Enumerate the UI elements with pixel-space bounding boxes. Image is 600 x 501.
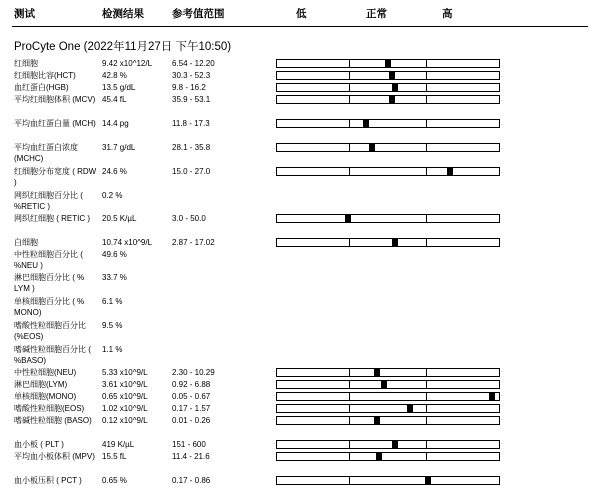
test-name: 平均红细胞体积 (MCV) xyxy=(14,95,96,104)
gauge-low-divider xyxy=(349,96,350,103)
gauge-marker xyxy=(447,167,453,176)
gauge-marker xyxy=(407,404,413,413)
header-test: 测试 xyxy=(14,8,35,20)
gauge-high-divider xyxy=(426,120,427,127)
test-name: 淋巴细胞百分比 ( % LYM ) xyxy=(14,273,85,293)
table-row xyxy=(0,213,600,235)
range-gauge xyxy=(276,476,500,485)
gauge-low-divider xyxy=(349,381,350,388)
gauge-low-divider xyxy=(349,369,350,376)
test-result: 419 K/µL xyxy=(102,440,135,449)
header-result: 检测结果 xyxy=(102,8,144,20)
test-name: 中性粒细胞(NEU) xyxy=(14,368,77,377)
test-name: 中性粒细胞百分比 ( %NEU ) xyxy=(14,250,83,270)
table-row xyxy=(0,142,600,164)
gauge-low-divider xyxy=(349,144,350,151)
reference-range: 0.05 - 0.67 xyxy=(172,392,211,401)
header-reference: 参考值范围 xyxy=(172,8,225,20)
table-row xyxy=(0,166,600,188)
range-gauge xyxy=(276,59,500,68)
reference-range: 0.92 - 6.88 xyxy=(172,380,211,389)
gauge-high-divider xyxy=(426,405,427,412)
test-name: 嗜碱性粒细胞 (BASO) xyxy=(14,416,92,425)
reference-range: 0.17 - 1.57 xyxy=(172,404,211,413)
test-result: 1.1 % xyxy=(102,345,123,354)
test-name: 红细胞比容(HCT) xyxy=(14,71,76,80)
gauge-low-divider xyxy=(349,393,350,400)
test-name: 血小板压积 ( PCT ) xyxy=(14,476,82,485)
reference-range: 30.3 - 52.3 xyxy=(172,71,211,80)
gauge-low-divider xyxy=(349,405,350,412)
test-name: 嗜碱性粒细胞百分比 ( %BASO) xyxy=(14,345,91,365)
range-gauge xyxy=(276,119,500,128)
test-result: 49.6 % xyxy=(102,250,127,259)
table-row xyxy=(0,415,600,437)
gauge-low-divider xyxy=(349,417,350,424)
gauge-marker xyxy=(369,143,375,152)
report-header xyxy=(0,6,600,26)
gauge-high-divider xyxy=(426,215,427,222)
reference-range: 2.30 - 10.29 xyxy=(172,368,215,377)
gauge-marker xyxy=(389,71,395,80)
gauge-marker xyxy=(363,119,369,128)
reference-range: 2.87 - 17.02 xyxy=(172,238,215,247)
header-normal: 正常 xyxy=(366,8,387,20)
gauge-high-divider xyxy=(426,417,427,424)
test-result: 0.65 % xyxy=(102,476,127,485)
table-row xyxy=(0,237,600,248)
test-name: 红细胞分布宽度 ( RDW ) xyxy=(14,167,97,187)
range-gauge xyxy=(276,238,500,247)
report-title: ProCyte One (2022年11月27日 下午10:50) xyxy=(14,41,232,53)
gauge-high-divider xyxy=(426,96,427,103)
gauge-marker xyxy=(345,214,351,223)
test-name: 平均血红蛋白量 (MCH) xyxy=(14,119,96,128)
test-result: 14.4 pg xyxy=(102,119,129,128)
reference-range: 11.8 - 17.3 xyxy=(172,119,210,128)
table-row xyxy=(0,296,600,318)
gauge-low-divider xyxy=(349,441,350,448)
range-gauge xyxy=(276,83,500,92)
gauge-marker xyxy=(381,380,387,389)
test-result: 31.7 g/dL xyxy=(102,143,136,152)
test-result: 9.5 % xyxy=(102,321,123,330)
test-result: 0.2 % xyxy=(102,191,123,200)
range-gauge xyxy=(276,404,500,413)
range-gauge xyxy=(276,214,500,223)
table-row xyxy=(0,439,600,450)
test-name: 单核细胞(MONO) xyxy=(14,392,77,401)
range-gauge xyxy=(276,440,500,449)
test-result: 42.8 % xyxy=(102,71,127,80)
test-name: 网织红细胞百分比 ( %RETIC ) xyxy=(14,191,83,211)
gauge-high-divider xyxy=(426,72,427,79)
table-row xyxy=(0,475,600,486)
range-gauge xyxy=(276,452,500,461)
table-row xyxy=(0,118,600,140)
gauge-marker xyxy=(385,59,391,68)
range-gauge xyxy=(276,392,500,401)
test-result: 10.74 x10^9/L xyxy=(102,238,153,247)
test-name: 平均血红蛋白浓度 (MCHC) xyxy=(14,143,78,163)
gauge-marker xyxy=(392,440,398,449)
test-name: 平均血小板体积 (MPV) xyxy=(14,452,95,461)
test-result: 33.7 % xyxy=(102,273,127,282)
reference-range: 28.1 - 35.8 xyxy=(172,143,211,152)
table-row xyxy=(0,82,600,93)
reference-range: 15.0 - 27.0 xyxy=(172,167,211,176)
header-high: 高 xyxy=(442,8,453,20)
gauge-marker xyxy=(392,238,398,247)
test-result: 45.4 fL xyxy=(102,95,127,104)
gauge-marker xyxy=(374,368,380,377)
gauge-marker xyxy=(389,95,395,104)
test-result: 0.65 x10^9/L xyxy=(102,392,148,401)
range-gauge xyxy=(276,71,500,80)
table-row xyxy=(0,367,600,378)
table-row xyxy=(0,391,600,402)
gauge-high-divider xyxy=(426,168,427,175)
test-name: 红细胞 xyxy=(14,59,38,68)
test-result: 20.5 K/µL xyxy=(102,214,137,223)
reference-range: 3.0 - 50.0 xyxy=(172,214,206,223)
test-name: 单核细胞百分比 ( % MONO) xyxy=(14,297,85,317)
reference-range: 35.9 - 53.1 xyxy=(172,95,211,104)
test-result: 5.33 x10^9/L xyxy=(102,368,148,377)
table-row xyxy=(0,451,600,473)
test-result: 15.5 fL xyxy=(102,452,127,461)
test-result: 0.12 x10^9/L xyxy=(102,416,148,425)
gauge-low-divider xyxy=(349,60,350,67)
gauge-low-divider xyxy=(349,120,350,127)
gauge-marker xyxy=(392,83,398,92)
test-name: 网织红细胞 ( RETIC ) xyxy=(14,214,90,223)
gauge-high-divider xyxy=(426,144,427,151)
range-gauge xyxy=(276,380,500,389)
test-name: 嗜酸性粒细胞百分比 (%EOS) xyxy=(14,321,86,341)
test-result: 9.42 x10^12/L xyxy=(102,59,153,68)
table-row xyxy=(0,344,600,366)
gauge-marker xyxy=(489,392,495,401)
reference-range: 151 - 600 xyxy=(172,440,206,449)
gauge-high-divider xyxy=(426,453,427,460)
gauge-low-divider xyxy=(349,477,350,484)
test-name: 血红蛋白(HGB) xyxy=(14,83,69,92)
gauge-high-divider xyxy=(426,239,427,246)
test-result: 24.6 % xyxy=(102,167,127,176)
table-row xyxy=(0,403,600,414)
range-gauge xyxy=(276,368,500,377)
test-result: 1.02 x10^9/L xyxy=(102,404,148,413)
test-result: 13.5 g/dL xyxy=(102,83,136,92)
header-divider xyxy=(12,26,588,27)
range-gauge xyxy=(276,95,500,104)
table-row xyxy=(0,70,600,81)
table-row xyxy=(0,190,600,212)
test-name: 淋巴细胞(LYM) xyxy=(14,380,68,389)
table-row xyxy=(0,272,600,294)
table-row xyxy=(0,320,600,342)
reference-range: 6.54 - 12.20 xyxy=(172,59,215,68)
test-name: 血小板 ( PLT ) xyxy=(14,440,64,449)
gauge-low-divider xyxy=(349,72,350,79)
gauge-marker xyxy=(376,452,382,461)
range-gauge xyxy=(276,143,500,152)
table-row xyxy=(0,58,600,69)
test-name: 嗜酸性粒细胞(EOS) xyxy=(14,404,85,413)
test-result: 6.1 % xyxy=(102,297,123,306)
gauge-high-divider xyxy=(426,369,427,376)
table-row xyxy=(0,249,600,271)
header-low: 低 xyxy=(296,8,307,20)
range-gauge xyxy=(276,167,500,176)
gauge-high-divider xyxy=(426,381,427,388)
test-name: 白细胞 xyxy=(14,238,38,247)
gauge-marker xyxy=(425,476,431,485)
gauge-low-divider xyxy=(349,84,350,91)
table-row xyxy=(0,379,600,390)
reference-range: 0.01 - 0.26 xyxy=(172,416,211,425)
gauge-low-divider xyxy=(349,168,350,175)
gauge-marker xyxy=(374,416,380,425)
reference-range: 0.17 - 0.86 xyxy=(172,476,211,485)
table-row xyxy=(0,94,600,116)
gauge-high-divider xyxy=(426,84,427,91)
gauge-low-divider xyxy=(349,239,350,246)
test-result: 3.61 x10^9/L xyxy=(102,380,148,389)
gauge-high-divider xyxy=(426,393,427,400)
range-gauge xyxy=(276,416,500,425)
gauge-low-divider xyxy=(349,453,350,460)
gauge-high-divider xyxy=(426,441,427,448)
gauge-high-divider xyxy=(426,60,427,67)
reference-range: 9.8 - 16.2 xyxy=(172,83,206,92)
reference-range: 11.4 - 21.6 xyxy=(172,452,210,461)
